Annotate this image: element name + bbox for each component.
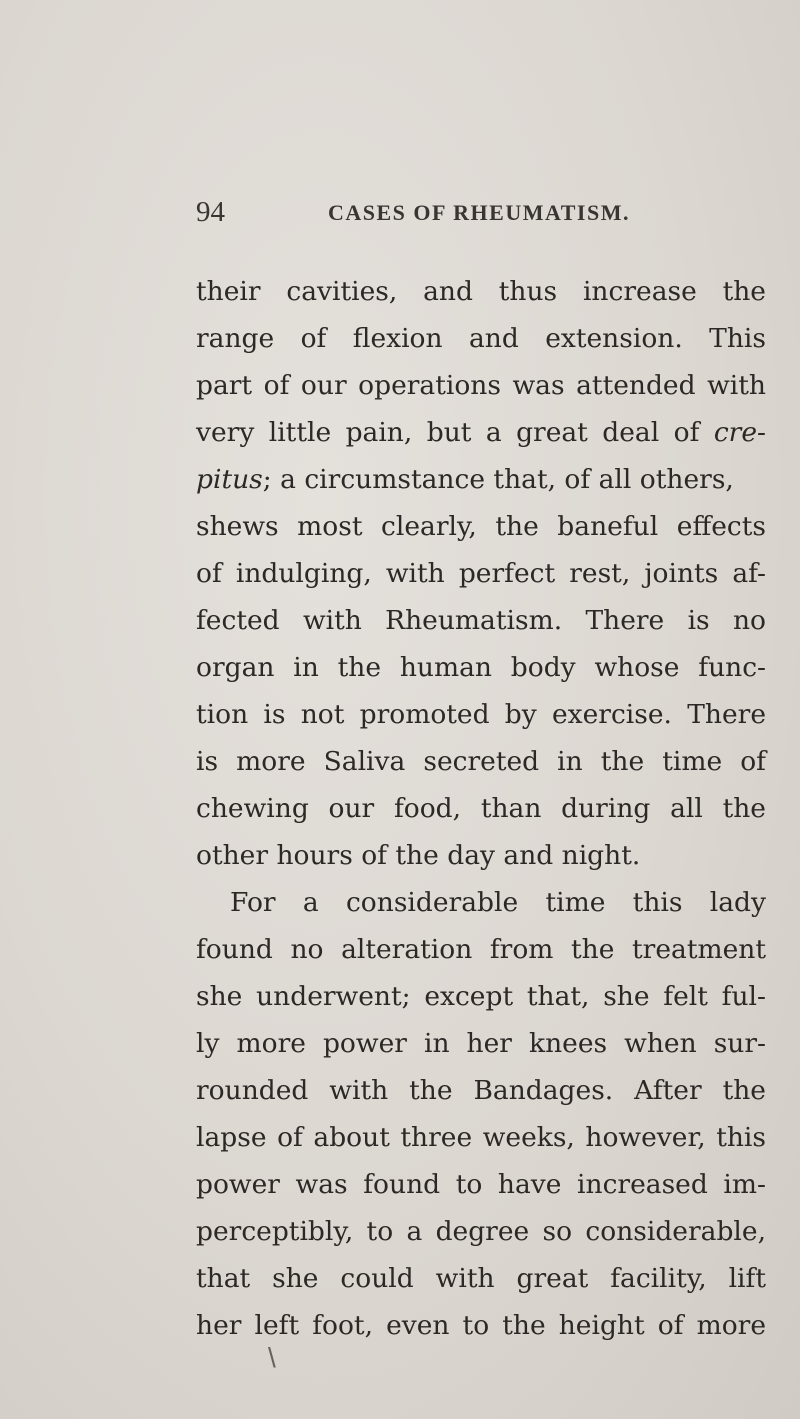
text-line: their cavities, and thus increase the	[196, 276, 766, 307]
text-line: organ in the human body whose func-	[196, 652, 766, 683]
text-line	[196, 456, 766, 503]
text-line: perceptibly, to a degree so considerable,	[196, 1216, 766, 1247]
text-line: shews most clearly, the baneful effects	[196, 511, 766, 542]
text-line: she underwent; except that, she felt ful-	[196, 981, 766, 1012]
italic-word: cre-	[713, 417, 766, 448]
text-line: part of our operations was attended with	[196, 370, 766, 401]
text-segment: ; a circumstance that, of all others,	[262, 464, 734, 495]
text-line: found no alteration from the treatment	[196, 934, 766, 965]
text-line: lapse of about three weeks, however, this	[196, 1122, 766, 1153]
text-line: For a considerable time this lady	[230, 887, 766, 918]
running-head: CASES OF RHEUMATISM.	[328, 200, 630, 225]
body-text	[196, 268, 766, 1349]
text-line: chewing our food, than during all the	[196, 793, 766, 824]
text-line: fected with Rheumatism. There is no	[196, 605, 766, 636]
text-line	[196, 409, 766, 456]
text-line: range of flexion and extension. This	[196, 323, 766, 354]
text-line: tion is not promoted by exercise. There	[196, 699, 766, 730]
text-line: that she could with great facility, lift	[196, 1263, 766, 1294]
text-line: power was found to have increased im-	[196, 1169, 766, 1200]
text-segment: very little pain, but a great deal of	[196, 417, 700, 448]
text-line: ly more power in her knees when sur-	[196, 1028, 766, 1059]
text-line: is more Saliva secreted in the time of	[196, 746, 766, 777]
text-line: of indulging, with perfect rest, joints af-	[196, 558, 766, 589]
italic-word: pitus	[196, 464, 263, 495]
page-number: 94	[196, 196, 225, 228]
page-header	[196, 196, 756, 236]
footer-mark: \	[268, 1342, 276, 1373]
text-line: her left foot, even to the height of more	[196, 1310, 766, 1341]
text-line: other hours of the day and night.	[196, 840, 641, 871]
text-line: rounded with the Bandages. After the	[196, 1075, 766, 1106]
